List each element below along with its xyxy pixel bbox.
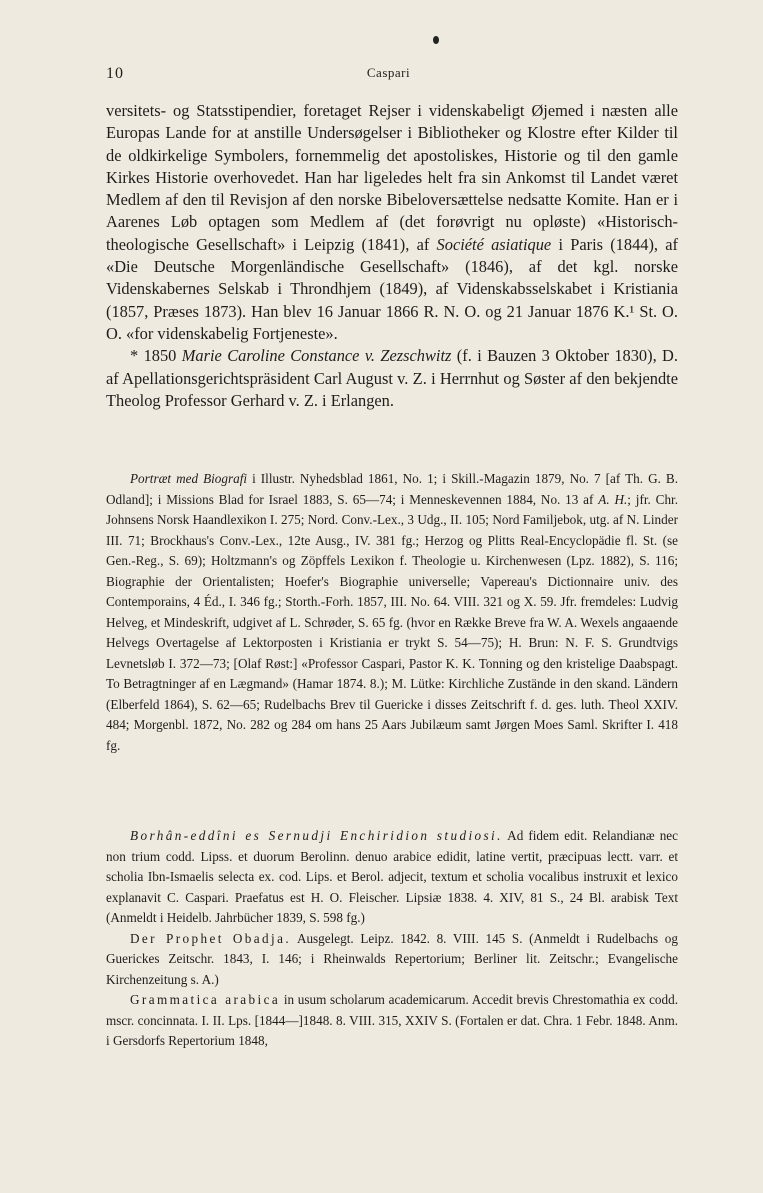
work-title: Der Prophet Obadja. xyxy=(130,930,292,946)
biography-text xyxy=(106,100,678,412)
work-title: Grammatica arabica xyxy=(130,992,281,1007)
sources-section xyxy=(106,469,678,756)
ink-dot xyxy=(433,36,439,44)
page-number: 10 xyxy=(106,65,124,82)
work-entry: Der Prophet Obadja. Ausgelegt. Leipz. 1842. 8. VIII. 145 S. (Anmeldt i Rudelbachs og Guerickes Zeitschr. 1843, I. 146; i Rheinwalds Repertorium; Berliner lit. Zeitschr.; Evangelische Kirchenzeitung s. A.) xyxy=(106,930,678,987)
marriage-paragraph: * 1850 Marie Caroline Constance v. Zezschwitz (f. i Bauzen 3 Oktober 1830), D. af Apellationsgerichtspräsident Carl August v. Z. i Herrnhut og Søster af den bekjendte Theolog Professor Gerhard v. Z. i Erlangen. xyxy=(106,346,678,410)
work-entry: Grammatica arabica in usum scholarum academicarum. Accedit brevis Chrestomathia ex codd. mscr. concinnata. I. II. Lps. [1844—]1848. 8. VIII. 315, XXIV S. (Fortalen er dat. Chra. 1 Febr. 1848. Anm. i Gersdorfs Repertorium 1848, xyxy=(106,992,678,1048)
sources-paragraph: Portræt med Biografi i Illustr. Nyhedsblad 1861, No. 1; i Skill.-Magazin 1879, No. 7 [af Th. G. B. Odland]; i Missions Blad for Israel 1883, S. 65—74; i Menneskevennen 1884, No. 13 af A. H.; jfr. Chr. Johnsens Norsk Haandlexikon I. 275; Nord. Conv.-Lex., 3 Udg., II. 105; Nord Familjebok, utg. af N. Linder III. 71; Brockhaus's Conv.-Lex., 12te Ausg., IV. 381 fg.; Herzog og Plitts Real-Encyclopädie fl. St. (se Gen.-Reg., S. 69); Holtzmann's og Zöpffels Lexikon f. Theologie u. Kirchenwesen (Lpz. 1882), S. 116; Biographie der Orientalisten; Hoefer's Biographie universelle; Vapereau's Dictionnaire univ. des Contemporains, 4 Éd., I. 346 fg.; Storth.-Forh. 1857, III. No. 64. VIII. 321 og X. 59. Jfr. fremdeles: Ludvig Helveg, et Mindeskrift, udgivet af L. Schrøder, S. 65 fg. (hvor en Række Breve fra W. A. Wexels angaaende Helvegs Overtagelse af Lektorposten i Kristiania er trykt S. 54—75); H. Brun: N. F. S. Grundtvigs Levnetsløb I. 372—73; [Olaf Røst:] «Professor Caspari, Pastor K. K. Tonning og den kristelige Daabspagt. To Betragtninger af en Lægmand» (Hamar 1874. 8.); M. Lütke: Kirchliche Zustände in den skand. Ländern (Elberfeld 1864), S. 62—65; Rudelbachs Brev til Guericke i disses Zeitschrift f. d. ges. luth. Theol XXIV. 484; Morgenbl. 1872, No. 282 og 284 om hans 25 Aars Jubilæum samt Jørgen Moes Saml. Skrifter I. 418 fg. xyxy=(106,471,679,753)
running-title: Caspari xyxy=(366,65,411,80)
works-list xyxy=(106,826,678,1052)
work-entry: Borhân-eddîni es Sernudji Enchiridion studiosi. Ad fidem edit. Relandianæ nec non trium codd. Lipss. et duorum Berolinn. denuo arabice edidit, latine vertit, præcipuas lectt. varr. et scholia Ibn-Ismaelis selecta ex. cod. Lips. et Berol. adjecit, textum et scholia vocalibus instruxit et lexico explanavit C. Caspari. Praefatus est H. O. Fleischer. Lipsiæ 1838. 4. XIV, 81 S., 24 Bl. arabisk Text (Anmeldt i Heidelb. Jahrbücher 1839, S. 598 fg.) xyxy=(106,828,678,925)
work-title: Borhân-eddîni es Sernudji Enchiridion studiosi. xyxy=(130,828,503,843)
page-header xyxy=(104,63,673,85)
biography-paragraph: versitets- og Statsstipendier, foretaget Rejser i videnskabeligt Øjemed i næsten alle Europas Lande for at anstille Undersøgelser i Bibliotheker og Klostre efter Kilder til de oldkirkelige Symbolers, fornemmelig det apostoliskes, Historie og til den gamle Kirkes Historie overhovedet. Han har ligeledes helt fra sin Ankomst til Landet været Medlem af den til Revisjon af den norske Bibeloversættelse nedsatte Komite. Han er i Aarenes Løb optagen som Medlem af (det forøvrigt nu opløste) «Historisch-theologische Gesellschaft» i Leipzig (1841), af Société asiatique i Paris (1844), af «Die Deutsche Morgenländische Gesellschaft» (1846), af det kgl. norske Videnskabernes Selskab i Throndhjem (1849), af Videnskabsselskabet i Kristiania (1857, Præses 1873). Han blev 16 Januar 1866 R. N. O. og 21 Januar 1876 K.¹ St. O. O. «for videnskabelig Fortjeneste». xyxy=(106,101,678,343)
